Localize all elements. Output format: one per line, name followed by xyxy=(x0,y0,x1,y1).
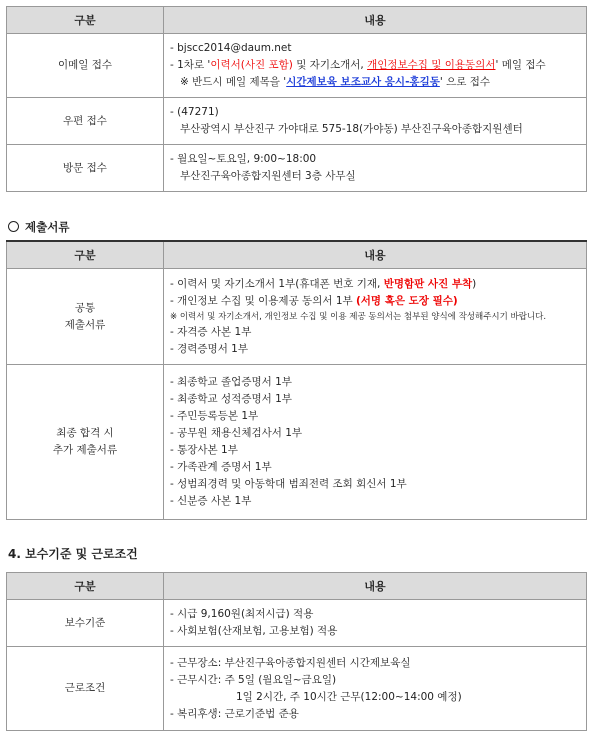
common-docs-content xyxy=(164,269,587,365)
col-header-content: 내용 xyxy=(164,241,587,269)
list-item: - 근무장소: 부산진구육아종합지원센터 시간제보육실 xyxy=(170,656,411,669)
pay-conditions-table xyxy=(6,572,587,731)
email-category: 이메일 접수 xyxy=(7,34,164,98)
visit-category: 방문 접수 xyxy=(7,145,164,192)
section-documents-heading: 제출서류 xyxy=(8,219,69,235)
postal-code: - (47271) xyxy=(170,106,219,118)
form-note: ※ 이력서 및 자기소개서, 개인정보 수집 및 이용 제공 동의서는 첨부된 양식에 작성해주시기 바랍니다. xyxy=(170,311,547,322)
list-item: - 복리후생: 근로기준법 준용 xyxy=(170,707,299,720)
list-item: - 신분증 사본 1부 xyxy=(170,495,252,507)
resume-item: - 이력서 및 자기소개서 1부(휴대폰 번호 기재, 반명함판 사진 부착) xyxy=(170,277,477,290)
col-header-content: 내용 xyxy=(164,7,587,34)
section-pay-heading: 4. 보수기준 및 근로조건 xyxy=(8,547,138,561)
final-docs-category: 최종 합격 시 추가 제출서류 xyxy=(7,365,164,520)
list-item: - 공무원 채용신체검사서 1부 xyxy=(170,427,303,439)
circle-bullet-icon xyxy=(8,221,19,232)
visit-content xyxy=(164,145,587,192)
career-item: - 경력증명서 1부 xyxy=(170,342,249,355)
work-category: 근로조건 xyxy=(7,647,164,731)
col-header-content: 내용 xyxy=(164,573,587,600)
work-content xyxy=(164,647,587,731)
col-header-category: 구분 xyxy=(7,241,164,269)
postal-address: 부산광역시 부산진구 가야대로 575-18(가야동) 부산진구육아종합지원센터 xyxy=(180,123,523,135)
final-docs-content xyxy=(164,365,587,520)
common-docs-category: 공통 제출서류 xyxy=(7,269,164,365)
email-first-step: - 1차로 '이력서(사진 포함) 및 자기소개서, 개인정보수집 및 이용동의서' 메일 접수 xyxy=(170,59,546,71)
list-item: - 가족관계 증명서 1부 xyxy=(170,461,272,473)
email-address: - bjscc2014@daum.net xyxy=(170,42,292,54)
list-item: 1일 2시간, 주 10시간 근무(12:00~14:00 예정) xyxy=(236,690,462,703)
pay-content xyxy=(164,600,587,647)
col-header-category: 구분 xyxy=(7,7,164,34)
list-item: - 시급 9,160원(최저시급) 적용 xyxy=(170,608,314,620)
mail-content xyxy=(164,98,587,145)
col-header-category: 구분 xyxy=(7,573,164,600)
application-method-table xyxy=(6,6,587,192)
license-item: - 자격증 사본 1부 xyxy=(170,325,252,338)
list-item: - 통장사본 1부 xyxy=(170,444,238,456)
consent-item: - 개인정보 수집 및 이용제공 동의서 1부 (서명 혹은 도장 필수) xyxy=(170,294,458,307)
list-item: - 근무시간: 주 5일 (월요일~금요일) xyxy=(170,673,337,686)
list-item: - 주민등록등본 1부 xyxy=(170,410,259,422)
visit-hours: - 월요일~토요일, 9:00~18:00 xyxy=(170,153,317,165)
list-item: - 성범죄경력 및 아동학대 범죄전력 조회 회신서 1부 xyxy=(170,478,407,490)
mail-category: 우편 접수 xyxy=(7,98,164,145)
list-item: - 최종학교 졸업증명서 1부 xyxy=(170,376,292,388)
email-subject-note: ※ 반드시 메일 제목을 '시간제보육 보조교사 응시-홍길동' 으로 접수 xyxy=(180,76,490,88)
list-item: - 사회보험(산재보험, 고용보험) 적용 xyxy=(170,625,338,637)
list-item: - 최종학교 성적증명서 1부 xyxy=(170,393,292,405)
documents-table xyxy=(6,240,587,520)
email-content xyxy=(164,34,587,98)
visit-location: 부산진구육아종합지원센터 3층 사무실 xyxy=(180,170,356,182)
pay-category: 보수기준 xyxy=(7,600,164,647)
